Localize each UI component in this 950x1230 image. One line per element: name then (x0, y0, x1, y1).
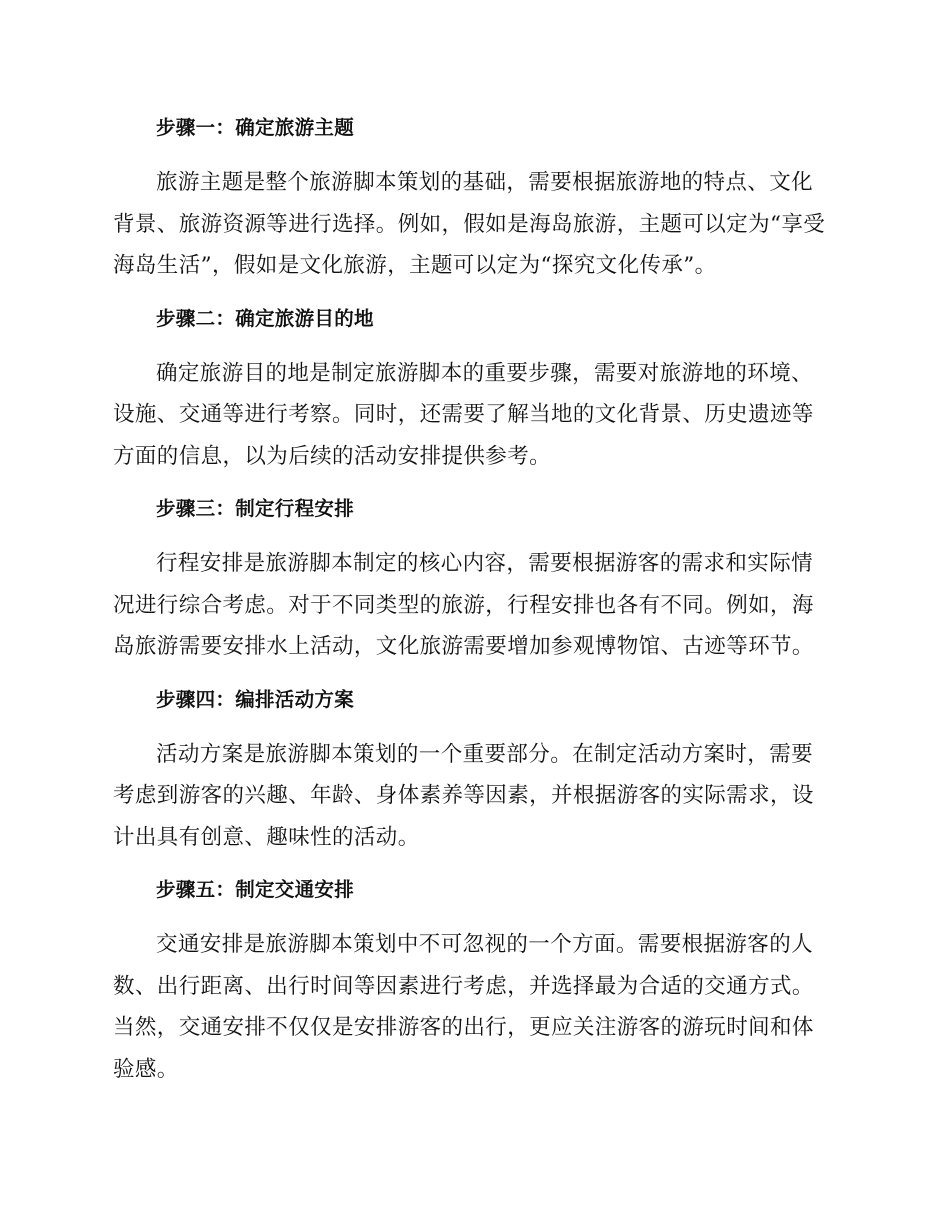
section-step-5 (113, 870, 830, 1090)
section-body: 旅游主题是整个旅游脚本策划的基础，需要根据旅游地的特点、文化背景、旅游资源等进行选择。例如，假如是海岛旅游，主题可以定为“享受海岛生活”，假如是文化旅游，主题可以定为“探究文化传承”。 (113, 170, 826, 278)
section-heading: 步骤四：编排活动方案 (156, 687, 355, 711)
section-body: 行程安排是旅游脚本制定的核心内容，需要根据游客的需求和实际情况进行综合考虑。对于不同类型的旅游，行程安排也各有不同。例如，海岛旅游需要安排水上活动，文化旅游需要增加参观博物馆、古迹等环节。 (113, 551, 814, 659)
section-step-1 (113, 108, 830, 287)
section-step-2 (113, 299, 830, 478)
section-heading: 步骤三：制定行程安排 (156, 497, 355, 520)
section-heading: 步骤二：确定旅游目的地 (156, 306, 374, 330)
section-step-3 (113, 489, 830, 668)
section-step-4 (113, 680, 830, 859)
section-heading: 步骤一：确定旅游主题 (156, 116, 355, 139)
section-body: 活动方案是旅游脚本策划的一个重要部分。在制定活动方案时，需要考虑到游客的兴趣、年龄、身体素养等因素，并根据游客的实际需求，设计出具有创意、趣味性的活动。 (113, 741, 814, 850)
section-body: 确定旅游目的地是制定旅游脚本的重要步骤，需要对旅游地的环境、设施、交通等进行考察。同时，还需要了解当地的文化背景、历史遗迹等方面的信息，以为后续的活动安排提供参考。 (113, 360, 814, 469)
section-body: 交通安排是旅游脚本策划中不可忽视的一个方面。需要根据游客的人数、出行距离、出行时间等因素进行考虑，并选择最为合适的交通方式。当然，交通安排不仅仅是安排游客的出行，更应关注游客的游玩时间和体验感。 (113, 932, 814, 1082)
section-heading: 步骤五：制定交通安排 (156, 878, 355, 901)
